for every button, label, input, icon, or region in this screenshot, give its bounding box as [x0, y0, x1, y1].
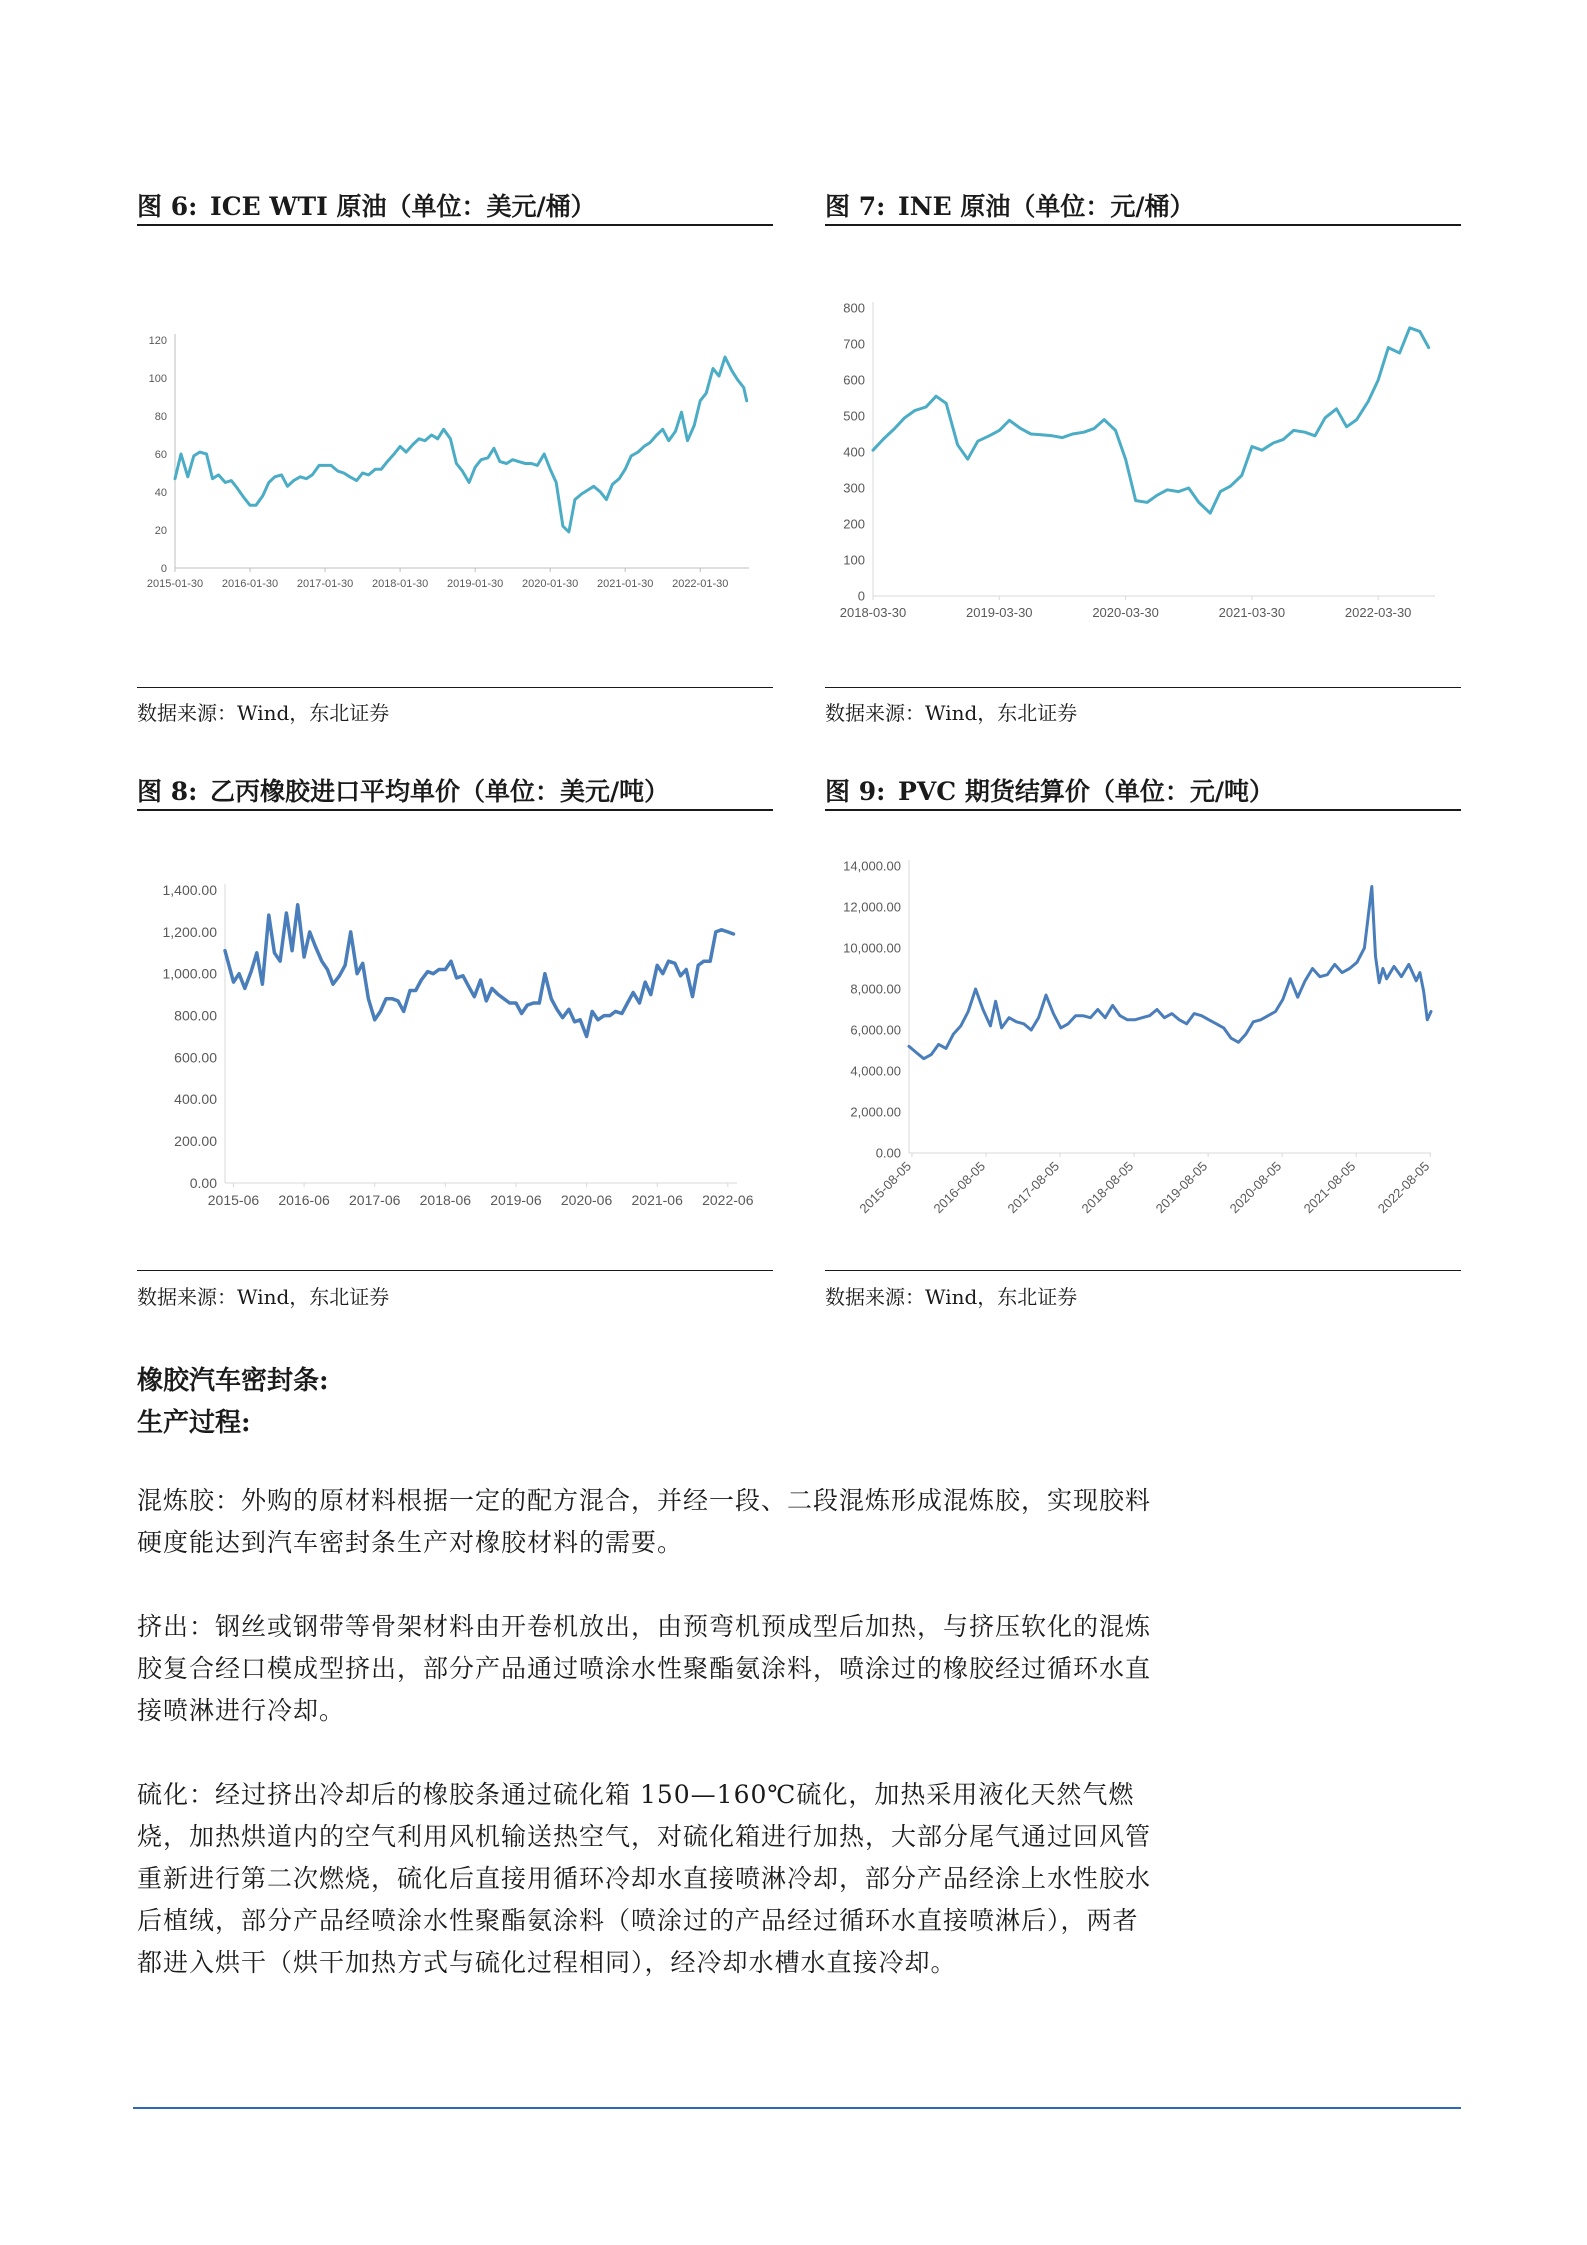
- y-tick-label: 400.00: [174, 1091, 217, 1108]
- y-tick-label: 4,000.00: [850, 1063, 901, 1079]
- x-tick-label: 2021-06: [631, 1192, 683, 1208]
- y-tick-label: 100: [843, 552, 865, 568]
- x-tick-label: 2020-03-30: [1092, 605, 1159, 620]
- wti-crude-chart: [137, 260, 773, 670]
- series-line: [175, 357, 747, 532]
- figure-7-source: 数据来源：Wind，东北证券: [825, 701, 1078, 725]
- y-tick-label: 8,000.00: [850, 981, 901, 997]
- figure-9-title-text: PVC 期货结算价（单位：元/吨）: [898, 777, 1274, 806]
- y-tick-label: 0.00: [189, 1174, 217, 1191]
- ine-crude-chart: [825, 260, 1461, 670]
- figure-8-label: 图 8:: [137, 777, 198, 806]
- x-tick-label: 2016-01-30: [221, 578, 279, 590]
- y-tick-label: 200.00: [174, 1133, 217, 1150]
- figure-8-title: [137, 775, 773, 811]
- figure-9-label: 图 9:: [825, 777, 886, 806]
- y-tick-label: 200: [843, 516, 865, 532]
- section-subheading: 生产过程:: [137, 1408, 251, 1438]
- paragraph-mixing: [137, 1480, 1157, 1564]
- y-tick-label: 14,000.00: [843, 858, 901, 874]
- y-tick-label: 0.00: [875, 1145, 901, 1161]
- y-tick-label: 120: [148, 334, 167, 347]
- y-tick-label: 500: [843, 408, 865, 424]
- y-tick-label: 1,400.00: [162, 881, 217, 898]
- y-tick-label: 2,000.00: [850, 1104, 901, 1120]
- y-tick-label: 10,000.00: [843, 940, 901, 956]
- figure-9-source: 数据来源：Wind，东北证券: [825, 1285, 1078, 1309]
- x-tick-label: 2018-06: [419, 1192, 472, 1208]
- x-tick-label: 2021-01-30: [597, 578, 654, 590]
- figure-9-bottom-rule: [825, 1270, 1461, 1271]
- y-tick-label: 12,000.00: [843, 899, 901, 915]
- figure-8-title-text: 乙丙橡胶进口平均单价（单位：美元/吨）: [210, 777, 670, 806]
- x-tick-label: 2021-08-05: [1300, 1158, 1359, 1217]
- paragraph-text: 挤出：钢丝或钢带等骨架材料由开卷机放出，由预弯机预成型后加热，与挤压软化的混炼胶复合经口模成型挤出，部分产品通过喷涂水性聚酯氨涂料，喷涂过的橡胶经过循环水直接喷淋进行冷却。: [137, 1612, 1152, 1725]
- x-tick-label: 2017-01-30: [296, 578, 354, 590]
- epdm-import-price-chart: [137, 820, 773, 1280]
- y-tick-label: 20: [154, 524, 167, 537]
- series-line: [873, 328, 1429, 513]
- figure-7-bottom-rule: [825, 687, 1461, 688]
- series-line: [909, 887, 1431, 1059]
- x-tick-label: 2021-03-30: [1218, 605, 1286, 620]
- x-tick-label: 2020-08-05: [1226, 1158, 1285, 1217]
- x-tick-label: 2020-01-30: [522, 578, 579, 590]
- figure-7-title-text: INE 原油（单位：元/桶）: [898, 192, 1195, 221]
- x-tick-label: 2022-06: [702, 1192, 754, 1208]
- x-tick-label: 2018-08-05: [1078, 1158, 1137, 1217]
- paragraph-text: 混炼胶：外购的原材料根据一定的配方混合，并经一段、二段混炼形成混炼胶，实现胶料硬度能达到汽车密封条生产对橡胶材料的需要。: [137, 1486, 1152, 1557]
- x-tick-label: 2018-03-30: [839, 605, 907, 620]
- figure-7-label: 图 7:: [825, 192, 886, 221]
- y-tick-label: 800: [843, 300, 865, 316]
- y-tick-label: 0: [857, 588, 865, 604]
- y-tick-label: 300: [843, 480, 865, 496]
- x-tick-label: 2015-08-05: [856, 1158, 915, 1217]
- figure-6-label: 图 6:: [137, 192, 198, 221]
- y-tick-label: 40: [154, 486, 167, 499]
- y-tick-label: 6,000.00: [850, 1022, 901, 1038]
- x-tick-label: 2019-06: [490, 1192, 542, 1208]
- x-tick-label: 2017-06: [349, 1192, 401, 1208]
- section-heading: 橡胶汽车密封条:: [137, 1366, 329, 1396]
- y-tick-label: 700: [843, 336, 865, 352]
- x-tick-label: 2017-08-05: [1004, 1158, 1063, 1217]
- y-tick-label: 60: [154, 448, 167, 461]
- figure-7-title: [825, 190, 1461, 226]
- x-tick-label: 2022-08-05: [1374, 1158, 1433, 1217]
- figure-6-title: [137, 190, 773, 226]
- footer-rule: [133, 2107, 1461, 2109]
- x-tick-label: 2019-01-30: [446, 578, 504, 590]
- y-tick-label: 80: [154, 410, 167, 423]
- figure-8-source: 数据来源：Wind，东北证券: [137, 1285, 390, 1309]
- x-tick-label: 2022-03-30: [1344, 605, 1412, 620]
- x-tick-label: 2020-06: [560, 1192, 613, 1208]
- x-tick-label: 2018-01-30: [371, 578, 429, 590]
- x-tick-label: 2015-01-30: [146, 578, 204, 590]
- figure-6-title-text: ICE WTI 原油（单位：美元/桶）: [210, 192, 596, 221]
- x-tick-label: 2016-06: [278, 1192, 330, 1208]
- x-tick-label: 2022-01-30: [672, 578, 729, 590]
- figure-8-bottom-rule: [137, 1270, 773, 1271]
- y-tick-label: 1,000.00: [162, 965, 217, 982]
- series-line: [225, 905, 734, 1037]
- x-tick-label: 2019-03-30: [966, 605, 1033, 620]
- figure-9-title: [825, 775, 1461, 811]
- y-tick-label: 800.00: [174, 1007, 217, 1024]
- figure-6-bottom-rule: [137, 687, 773, 688]
- paragraph-vulcanization: [137, 1774, 1157, 1984]
- x-tick-label: 2015-06: [207, 1192, 260, 1208]
- y-tick-label: 400: [843, 444, 865, 460]
- figure-6-source: 数据来源：Wind，东北证券: [137, 701, 390, 725]
- paragraph-extrusion: [137, 1606, 1157, 1732]
- x-tick-label: 2019-08-05: [1152, 1158, 1211, 1217]
- y-tick-label: 1,200.00: [162, 923, 217, 940]
- y-tick-label: 600.00: [174, 1049, 217, 1066]
- y-tick-label: 0: [160, 562, 167, 575]
- y-tick-label: 100: [148, 372, 167, 385]
- x-tick-label: 2016-08-05: [930, 1158, 989, 1217]
- y-tick-label: 600: [843, 372, 865, 388]
- pvc-futures-chart: [825, 820, 1461, 1280]
- paragraph-text: 硫化：经过挤出冷却后的橡胶条通过硫化箱 150—160℃硫化，加热采用液化天然气燃烧，加热烘道内的空气利用风机输送热空气，对硫化箱进行加热，大部分尾气通过回风管重新进行第二次燃烧，硫化后直接用循环冷却水直接喷淋冷却，部分产品经涂上水性胶水后植绒，部分产品经喷涂水性聚酯氨涂料（喷涂过的产品经过循环水直接喷淋后），两者都进入烘干（烘干加热方式与硫化过程相同），经冷却水槽水直接冷却。: [137, 1780, 1152, 1977]
